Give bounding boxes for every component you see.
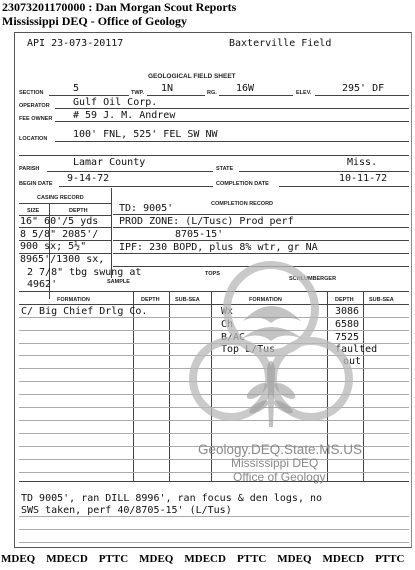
remarks-line-2: SWS taken, perf 40/8705-15' (L/Tus): [21, 505, 232, 516]
sample-label: SAMPLE: [107, 279, 130, 285]
footer-item: PTTC: [375, 553, 405, 565]
watermark-url: Geology.DEQ.State.MS.US: [198, 442, 363, 457]
twp-value: 1N: [161, 83, 174, 94]
begin-date-label: BEGIN DATE: [19, 181, 53, 187]
state-line: [239, 171, 409, 172]
remarks-line-1: TD 9005', ran DILL 8996', ran focus & den logs, no: [21, 493, 323, 504]
report-subtitle: Mississippi DEQ - Office of Geology: [2, 14, 187, 28]
footer-item: MDEQ: [1, 553, 36, 565]
operator-value: Gulf Oil Corp.: [73, 97, 158, 108]
elev-line: [315, 95, 409, 96]
ruled-line: [19, 459, 409, 460]
fee-owner-line: [55, 121, 409, 122]
top-depth-4: faulted: [335, 344, 378, 355]
tops-label: TOPS: [205, 271, 220, 277]
schlumberger-formation-label: FORMATION: [249, 297, 282, 303]
schlumberger-label: SCHLUMBERGER: [289, 276, 337, 282]
field-sheet-card: [14, 32, 412, 548]
completion-date-line: [279, 186, 409, 187]
top-depth-3: 7525: [335, 332, 360, 343]
completion-row-line: [113, 227, 409, 228]
seal-stem: [267, 371, 275, 427]
footer-item: MDECD: [322, 553, 365, 565]
footer-item: MDECD: [46, 553, 88, 565]
parish-value: Lamar County: [73, 157, 146, 168]
state-label: STATE: [216, 166, 234, 172]
td-value: TD: 9005': [119, 203, 174, 214]
rg-label: RG.: [207, 90, 217, 96]
completion-record-label: COMPLETION RECORD: [211, 201, 274, 207]
top-depth-5: out: [343, 356, 362, 367]
casing-row-line: [19, 227, 111, 228]
twp-line: [147, 95, 205, 96]
casing-line-3: 900 sx; 5½": [20, 241, 87, 252]
sample-row-1: C/ Big Chief Drlg Co.: [21, 306, 148, 317]
top-formation-4: Top L/Tus: [221, 344, 276, 355]
depth-label: DEPTH: [69, 208, 88, 214]
top-formation-3: B/AC: [221, 332, 246, 343]
tops-bottom-line: [19, 481, 409, 482]
top-depth-1: 3086: [335, 306, 360, 317]
seal-bud: [267, 361, 275, 377]
ruled-line: [19, 529, 409, 530]
rg-line: [219, 95, 293, 96]
begin-date-line: [59, 186, 213, 187]
location-line: [55, 141, 409, 142]
casing-line-6: 4962': [27, 279, 58, 290]
footer-sponsors: [0, 553, 415, 569]
casing-line-4: 8965'/1300 sx,: [20, 254, 105, 265]
tops-divider: [133, 291, 134, 481]
sheet-title: GEOLOGICAL FIELD SHEET: [148, 73, 236, 80]
state-value: Miss.: [347, 157, 378, 168]
api-number: API 23-073-20117: [27, 38, 124, 49]
perf-value: 8705-15': [175, 229, 224, 240]
casing-line-5: 2 7/8" tbg swung at: [27, 267, 142, 278]
ipf-value: IPF: 230 BOPD, plus 8% wtr, gr NA: [119, 242, 318, 253]
seal-wave-1: [243, 306, 301, 323]
top-formation-2: Ch: [221, 319, 234, 330]
mdeq-seal-watermark: [183, 251, 362, 455]
begin-date-value: 9-14-72: [67, 173, 110, 184]
sample-subsea-label: SUB-SEA: [175, 297, 200, 303]
operator-label: OPERATOR: [19, 103, 50, 109]
tops-divider: [169, 291, 170, 481]
footer-item: MDEQ: [139, 553, 174, 565]
rg-value: 16W: [236, 83, 255, 94]
parish-label: PARISH: [19, 166, 40, 172]
seal-wave-2: [241, 327, 303, 341]
footer-item: MDECD: [184, 553, 226, 565]
casing-line-2: 8 5/8" 2085'/: [20, 229, 99, 240]
size-label: SIZE: [27, 208, 40, 214]
sample-depth-label: DEPTH: [141, 297, 160, 303]
footer-item: PTTC: [98, 553, 129, 565]
field-name: Baxterville Field: [229, 38, 332, 49]
ruled-line: [19, 472, 409, 473]
sample-formation-label: FORMATION: [57, 297, 90, 303]
casing-right-border: [111, 188, 112, 278]
watermark-agency: Mississippi DEQ: [231, 456, 319, 470]
prod-zone-value: PROD ZONE: (L/Tusc) Prod perf: [119, 216, 294, 227]
watermark-office: Office of Geology: [233, 470, 326, 484]
completion-row-line: [113, 214, 409, 215]
schlumberger-depth-label: DEPTH: [335, 297, 354, 303]
section-line: [49, 95, 129, 96]
ruled-line: [19, 516, 409, 517]
completion-date-label: COMPLETION DATE: [216, 181, 269, 187]
fee-owner-value: # 59 J. M. Andrew: [73, 110, 176, 121]
footer-item: PTTC: [236, 553, 267, 565]
elev-label: ELEV.: [296, 90, 312, 96]
schlumberger-subsea-label: SUB-SEA: [369, 297, 394, 303]
location-label: LOCATION: [19, 136, 48, 142]
elev-value: 295' DF: [342, 83, 385, 94]
blank-line: [19, 155, 409, 156]
casing-record-label: CASING RECORD: [37, 195, 84, 201]
top-formation-1: Wx: [221, 306, 234, 317]
fee-owner-label: FEE OWNER: [19, 116, 53, 122]
ruled-line: [19, 542, 409, 543]
top-depth-2: 6580: [335, 319, 360, 330]
casing-header-line: [19, 203, 111, 204]
twp-label: TWP.: [131, 90, 145, 96]
section-value: 5: [73, 83, 80, 94]
tops-divider: [363, 291, 364, 481]
completion-row-line: [113, 240, 409, 241]
location-value: 100' FNL, 525' FEL SW NW: [73, 129, 218, 140]
completion-date-value: 10-11-72: [339, 173, 388, 184]
footer-item: MDEQ: [277, 553, 312, 565]
operator-line: [55, 108, 409, 109]
parish-line: [47, 171, 213, 172]
casing-line-1: 16" 60'/5 yds: [20, 216, 99, 227]
report-title: 23073201170000 : Dan Morgan Scout Reports: [2, 0, 237, 14]
section-label: SECTION: [19, 90, 44, 96]
